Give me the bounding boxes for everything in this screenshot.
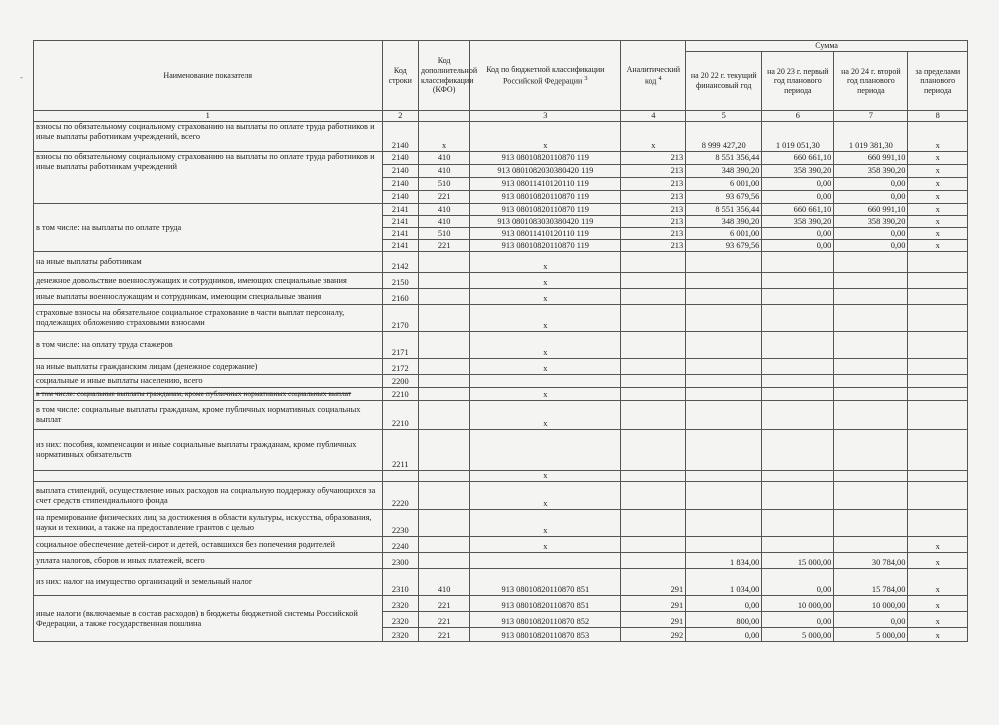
value-y3: 660 991,10 [834,152,908,165]
table-row [34,152,968,165]
bk-code: x [470,471,621,482]
value-y1: 93 679,56 [686,191,762,204]
table-row [34,482,968,510]
value-y4: x [908,596,968,612]
value-y2: 1 019 051,30 [762,122,834,152]
analytic-code: 291 [621,569,686,596]
bk-code: x [470,122,621,152]
analytic-code: 291 [621,596,686,612]
value-y2: 15 000,00 [762,553,834,569]
bk-code: 913 08011410120110 119 [470,228,621,240]
analytic-code: 291 [621,612,686,628]
value-y2: 5 000,00 [762,628,834,642]
value-y2: 660 661,10 [762,152,834,165]
value-y1: 348 390,20 [686,165,762,178]
value-y4: x [908,240,968,252]
row-name: из них: пособия, компенсации и иные социальные выплаты гражданам, кроме публичных нормативных обязательств [34,430,383,471]
row-name: взносы по обязательному социальному страхованию на выплаты по оплате труда работников и иные выплаты работникам учреждений, всего [34,122,383,152]
colnum [419,111,470,122]
row-name: из них: налог на имущество организаций и земельный налог [34,569,383,596]
row-code: 2141 [382,240,419,252]
row-code: 2240 [382,537,419,553]
row-name: в том числе: социальные выплаты гражданам, кроме публичных нормативных социальных выплат [34,388,383,401]
bk-code: x [470,401,621,430]
row-code: 2141 [382,228,419,240]
row-name: уплата налогов, сборов и иных платежей, всего [34,553,383,569]
row-code: 2140 [382,122,419,152]
row-name: социальные и иные выплаты населению, всего [34,375,383,388]
value-y3: 358 390,20 [834,216,908,228]
row-code: 2200 [382,375,419,388]
bk-code: 913 08010820110870 119 [470,204,621,216]
value-y4: x [908,228,968,240]
analytic-code: 292 [621,628,686,642]
colnum: 3 [470,111,621,122]
table-row [34,569,968,596]
value-y3: 1 019 381,30 [834,122,908,152]
header-beyond: за пределами планового периода [908,52,968,111]
row-code: 2142 [382,252,419,273]
row-code: 2140 [382,191,419,204]
colnum: 5 [686,111,762,122]
kfo: 510 [419,228,470,240]
kfo: 221 [419,628,470,642]
row-code: 2170 [382,305,419,332]
value-y3: 30 784,00 [834,553,908,569]
colnum: 8 [908,111,968,122]
plan-table [33,40,968,642]
kfo: 410 [419,204,470,216]
table-row [34,359,968,375]
bk-code: x [470,537,621,553]
header-bk: Код по бюджетной классификации Российской Федерации $^3$ [470,41,621,111]
row-code: 2141 [382,216,419,228]
row-code: 2140 [382,165,419,178]
value-y4: x [908,191,968,204]
bk-code: x [470,252,621,273]
analytic-code: 213 [621,165,686,178]
analytic-code: 213 [621,178,686,191]
header-kfo: Код дополнительной классификации (КФО) [419,41,470,111]
kfo: 221 [419,191,470,204]
bk-code: x [470,305,621,332]
row-name: выплата стипендий, осуществление иных расходов на социальную поддержку обучающихся за счет средств стипендиального фонда [34,482,383,510]
value-y4: x [908,178,968,191]
value-y2: 0,00 [762,191,834,204]
kfo: 410 [419,569,470,596]
kfo [419,252,470,273]
table-row [34,305,968,332]
row-code: 2210 [382,401,419,430]
value-y3: 10 000,00 [834,596,908,612]
row-name: иные налоги (включаемые в состав расходов) в бюджеты бюджетной системы Российской Федерации, а также государственная пошлина [34,596,383,642]
bk-code: 913 08010820110870 853 [470,628,621,642]
value-y2: 10 000,00 [762,596,834,612]
value-y1: 348 390,20 [686,216,762,228]
value-y1: 800,00 [686,612,762,628]
table-row [34,204,968,216]
value-y1: 0,00 [686,628,762,642]
kfo: 510 [419,178,470,191]
bk-code: 913 08010820110870 119 [470,191,621,204]
row-code: 2172 [382,359,419,375]
kfo: 221 [419,240,470,252]
table-row [34,122,968,152]
value-y2: 0,00 [762,612,834,628]
analytic-code: 213 [621,191,686,204]
value-y1: 6 001,00 [686,178,762,191]
bk-code: x [470,388,621,401]
value-y3: 0,00 [834,228,908,240]
row-code: 2300 [382,553,419,569]
row-name: взносы по обязательному социальному страхованию на выплаты по оплате труда работников и иные выплаты работникам учреждений [34,152,383,204]
value-y4: x [908,553,968,569]
row-name: на иные выплаты гражданским лицам (денежное содержание) [34,359,383,375]
kfo: x [419,122,470,152]
header-year-3: на 20 24 г. второй год планового периода [834,52,908,111]
header-name: Наименование показателя [34,41,383,111]
row-name: на премирование физических лиц за достижения в области культуры, искусства, образования, науки и техники, а также на предоставление грантов с целью [34,510,383,537]
colnum: 4 [621,111,686,122]
value-y2: 0,00 [762,178,834,191]
bk-code: x [470,482,621,510]
row-name: денежное довольствие военнослужащих и сотрудников, имеющих специальные звания [34,273,383,289]
row-code: 2230 [382,510,419,537]
row-name: в том числе: социальные выплаты гражданам, кроме публичных нормативных социальных выплат [34,401,383,430]
value-y4: x [908,537,968,553]
value-y3: 0,00 [834,240,908,252]
value-y4: x [908,152,968,165]
value-y4: x [908,569,968,596]
value-y3: 15 784,00 [834,569,908,596]
bk-code: 913 08010820110870 851 [470,569,621,596]
header-sum: Сумма [686,41,968,52]
row-code: 2310 [382,569,419,596]
bk-code: 913 08010820110870 119 [470,152,621,165]
value-y4: x [908,204,968,216]
table-row [34,388,968,401]
value-y1: 0,00 [686,596,762,612]
table-row [34,273,968,289]
header-row-code: Код строки [382,41,419,111]
analytic-code: 213 [621,216,686,228]
header-year-1: на 20 22 г. текущий финансовый год [686,52,762,111]
bk-code: x [470,510,621,537]
row-code: 2171 [382,332,419,359]
column-numbers-row [34,111,968,122]
value-y1: 6 001,00 [686,228,762,240]
bk-code: x [470,273,621,289]
bk-code: x [470,359,621,375]
row-name: страховые взносы на обязательное социальное страхование в части выплат персоналу, подлежащих обложению страховыми взносами [34,305,383,332]
header-year-2: на 20 23 г. первый год планового периода [762,52,834,111]
value-y3: 0,00 [834,178,908,191]
table-row [34,252,968,273]
row-code: 2141 [382,204,419,216]
value-y2: 660 661,10 [762,204,834,216]
colnum: 7 [834,111,908,122]
table-row [34,430,968,471]
value-y3: 5 000,00 [834,628,908,642]
value-y3: 660 991,10 [834,204,908,216]
colnum: 2 [382,111,419,122]
bk-code: 913 0801083030380420 119 [470,216,621,228]
value-y2: 0,00 [762,569,834,596]
row-name: социальное обеспечение детей-сирот и детей, оставшихся без попечения родителей [34,537,383,553]
analytic-code: x [621,122,686,152]
value-y3: 0,00 [834,612,908,628]
kfo: 410 [419,152,470,165]
value-y3: 0,00 [834,191,908,204]
analytic-code: 213 [621,228,686,240]
table-row [34,401,968,430]
row-name: на иные выплаты работникам [34,252,383,273]
table-row [34,510,968,537]
row-code: 2220 [382,482,419,510]
value-y4: x [908,165,968,178]
row-code: 2160 [382,289,419,305]
row-code: 2320 [382,628,419,642]
bk-code: 913 08010820110870 119 [470,240,621,252]
value-y4: x [908,628,968,642]
value-y2: 0,00 [762,240,834,252]
value-y1: 1 834,00 [686,553,762,569]
header-analytic: Аналитический код $^4$ [621,41,686,111]
analytic-code: 213 [621,152,686,165]
row-code: 2140 [382,152,419,165]
table-row [34,332,968,359]
value-y1: 8 999 427,20 [686,122,762,152]
value-y2: 358 390,20 [762,216,834,228]
colnum: 6 [762,111,834,122]
table-row [34,553,968,569]
kfo: 221 [419,612,470,628]
table-row [34,537,968,553]
bk-code: 913 08010820110870 852 [470,612,621,628]
row-name: в том числе: на выплаты по оплате труда [34,204,383,252]
bk-code: 913 08011410120110 119 [470,178,621,191]
row-name: в том числе: на оплату труда стажеров [34,332,383,359]
analytic-code: 213 [621,240,686,252]
row-code: 2140 [382,178,419,191]
row-code: 2211 [382,430,419,471]
value-y4: x [908,122,968,152]
analytic-code: 213 [621,204,686,216]
bk-code: x [470,289,621,305]
bk-code: 913 0801082030380420 119 [470,165,621,178]
value-y1: 8 551 356,44 [686,152,762,165]
row-code: 2150 [382,273,419,289]
scan-mark: - [20,72,23,82]
value-y2: 0,00 [762,228,834,240]
value-y1: 1 034,00 [686,569,762,596]
kfo: 410 [419,165,470,178]
row-name: иные выплаты военнослужащим и сотрудникам, имеющим специальные звания [34,289,383,305]
value-y1: 8 551 356,44 [686,204,762,216]
value-y4: x [908,216,968,228]
bk-code: x [470,332,621,359]
value-y1: 93 679,56 [686,240,762,252]
bk-code: 913 08010820110870 851 [470,596,621,612]
value-y3: 358 390,20 [834,165,908,178]
row-code: 2210 [382,388,419,401]
row-code: 2320 [382,596,419,612]
table-row [34,471,968,482]
kfo: 410 [419,216,470,228]
row-code: 2320 [382,612,419,628]
value-y2: 358 390,20 [762,165,834,178]
table-row [34,289,968,305]
table-row [34,596,968,612]
value-y4: x [908,612,968,628]
colnum: 1 [34,111,383,122]
kfo: 221 [419,596,470,612]
table-row [34,375,968,388]
